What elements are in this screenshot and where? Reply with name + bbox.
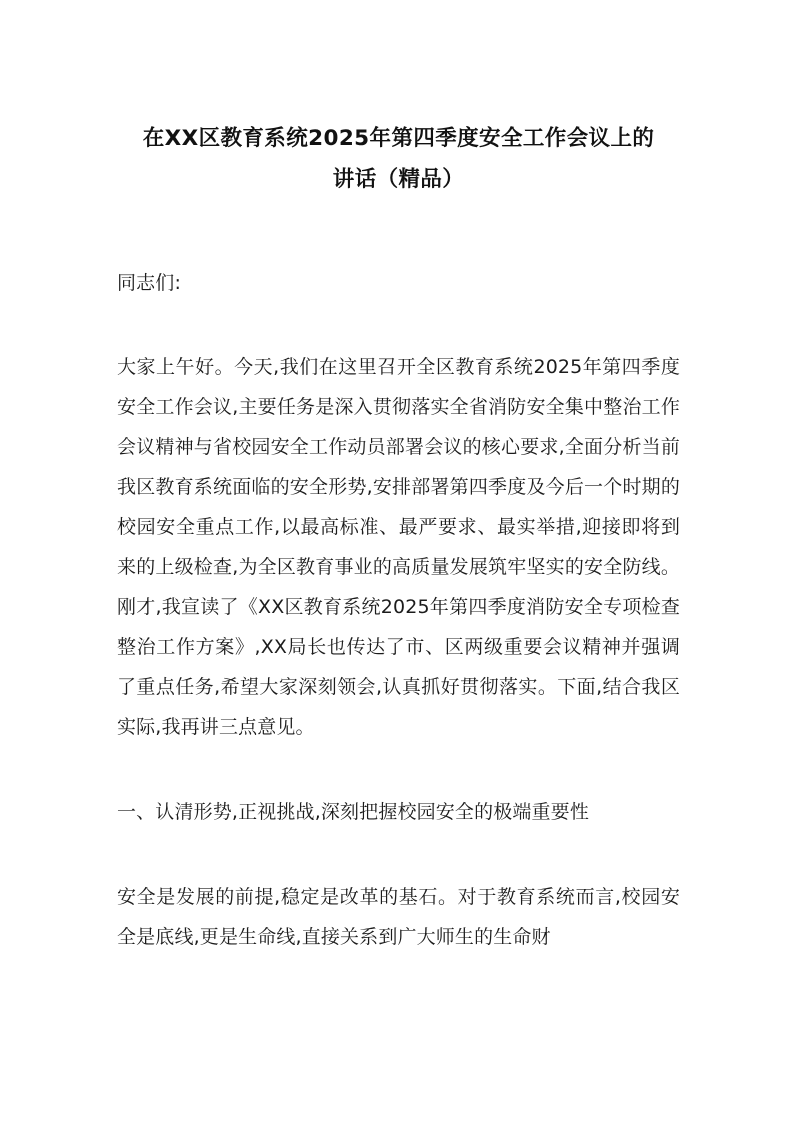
paragraph-opening-remarks: 大家上午好。今天,我们在这里召开全区教育系统2025年第四季度安全工作会议,主要任务是深入贯彻落实全省消防安全集中整治工作会议精神与省校园安全工作动员部署会议的核心要求,全面分析当前我区教育系统面临的安全形势,安排部署第四季度及今后一个时期的校园安全重点工作,以最高标准、最严要求、最实举措,迎接即将到来的上级检查,为全区教育事业的高质量发展筑牢坚实的安全防线。刚才,我宣读了《XX区教育系统2025年第四季度消防安全专项检查整治工作方案》,XX局长也传达了市、区两级重要会议精神并强调了重点任务,希望大家深刻领会,认真抓好贯彻落实。下面,结合我区实际,我再讲三点意见。 [117, 356, 680, 738]
title-line-2: 讲话（精品） [332, 167, 465, 192]
section-heading-one: 一、认清形势,正视挑战,深刻把握校园安全的极端重要性 [117, 801, 589, 823]
page-title [117, 0, 680, 200]
salutation: 同志们: [117, 272, 182, 294]
paragraph-section-one-body: 安全是发展的前提,稳定是改革的基石。对于教育系统而言,校园安全是底线,更是生命线,直接关系到广大师生的生命财 [117, 886, 680, 948]
title-line-1: 在XX区教育系统2025年第四季度安全工作会议上的 [142, 126, 655, 151]
document-body [117, 0, 680, 948]
